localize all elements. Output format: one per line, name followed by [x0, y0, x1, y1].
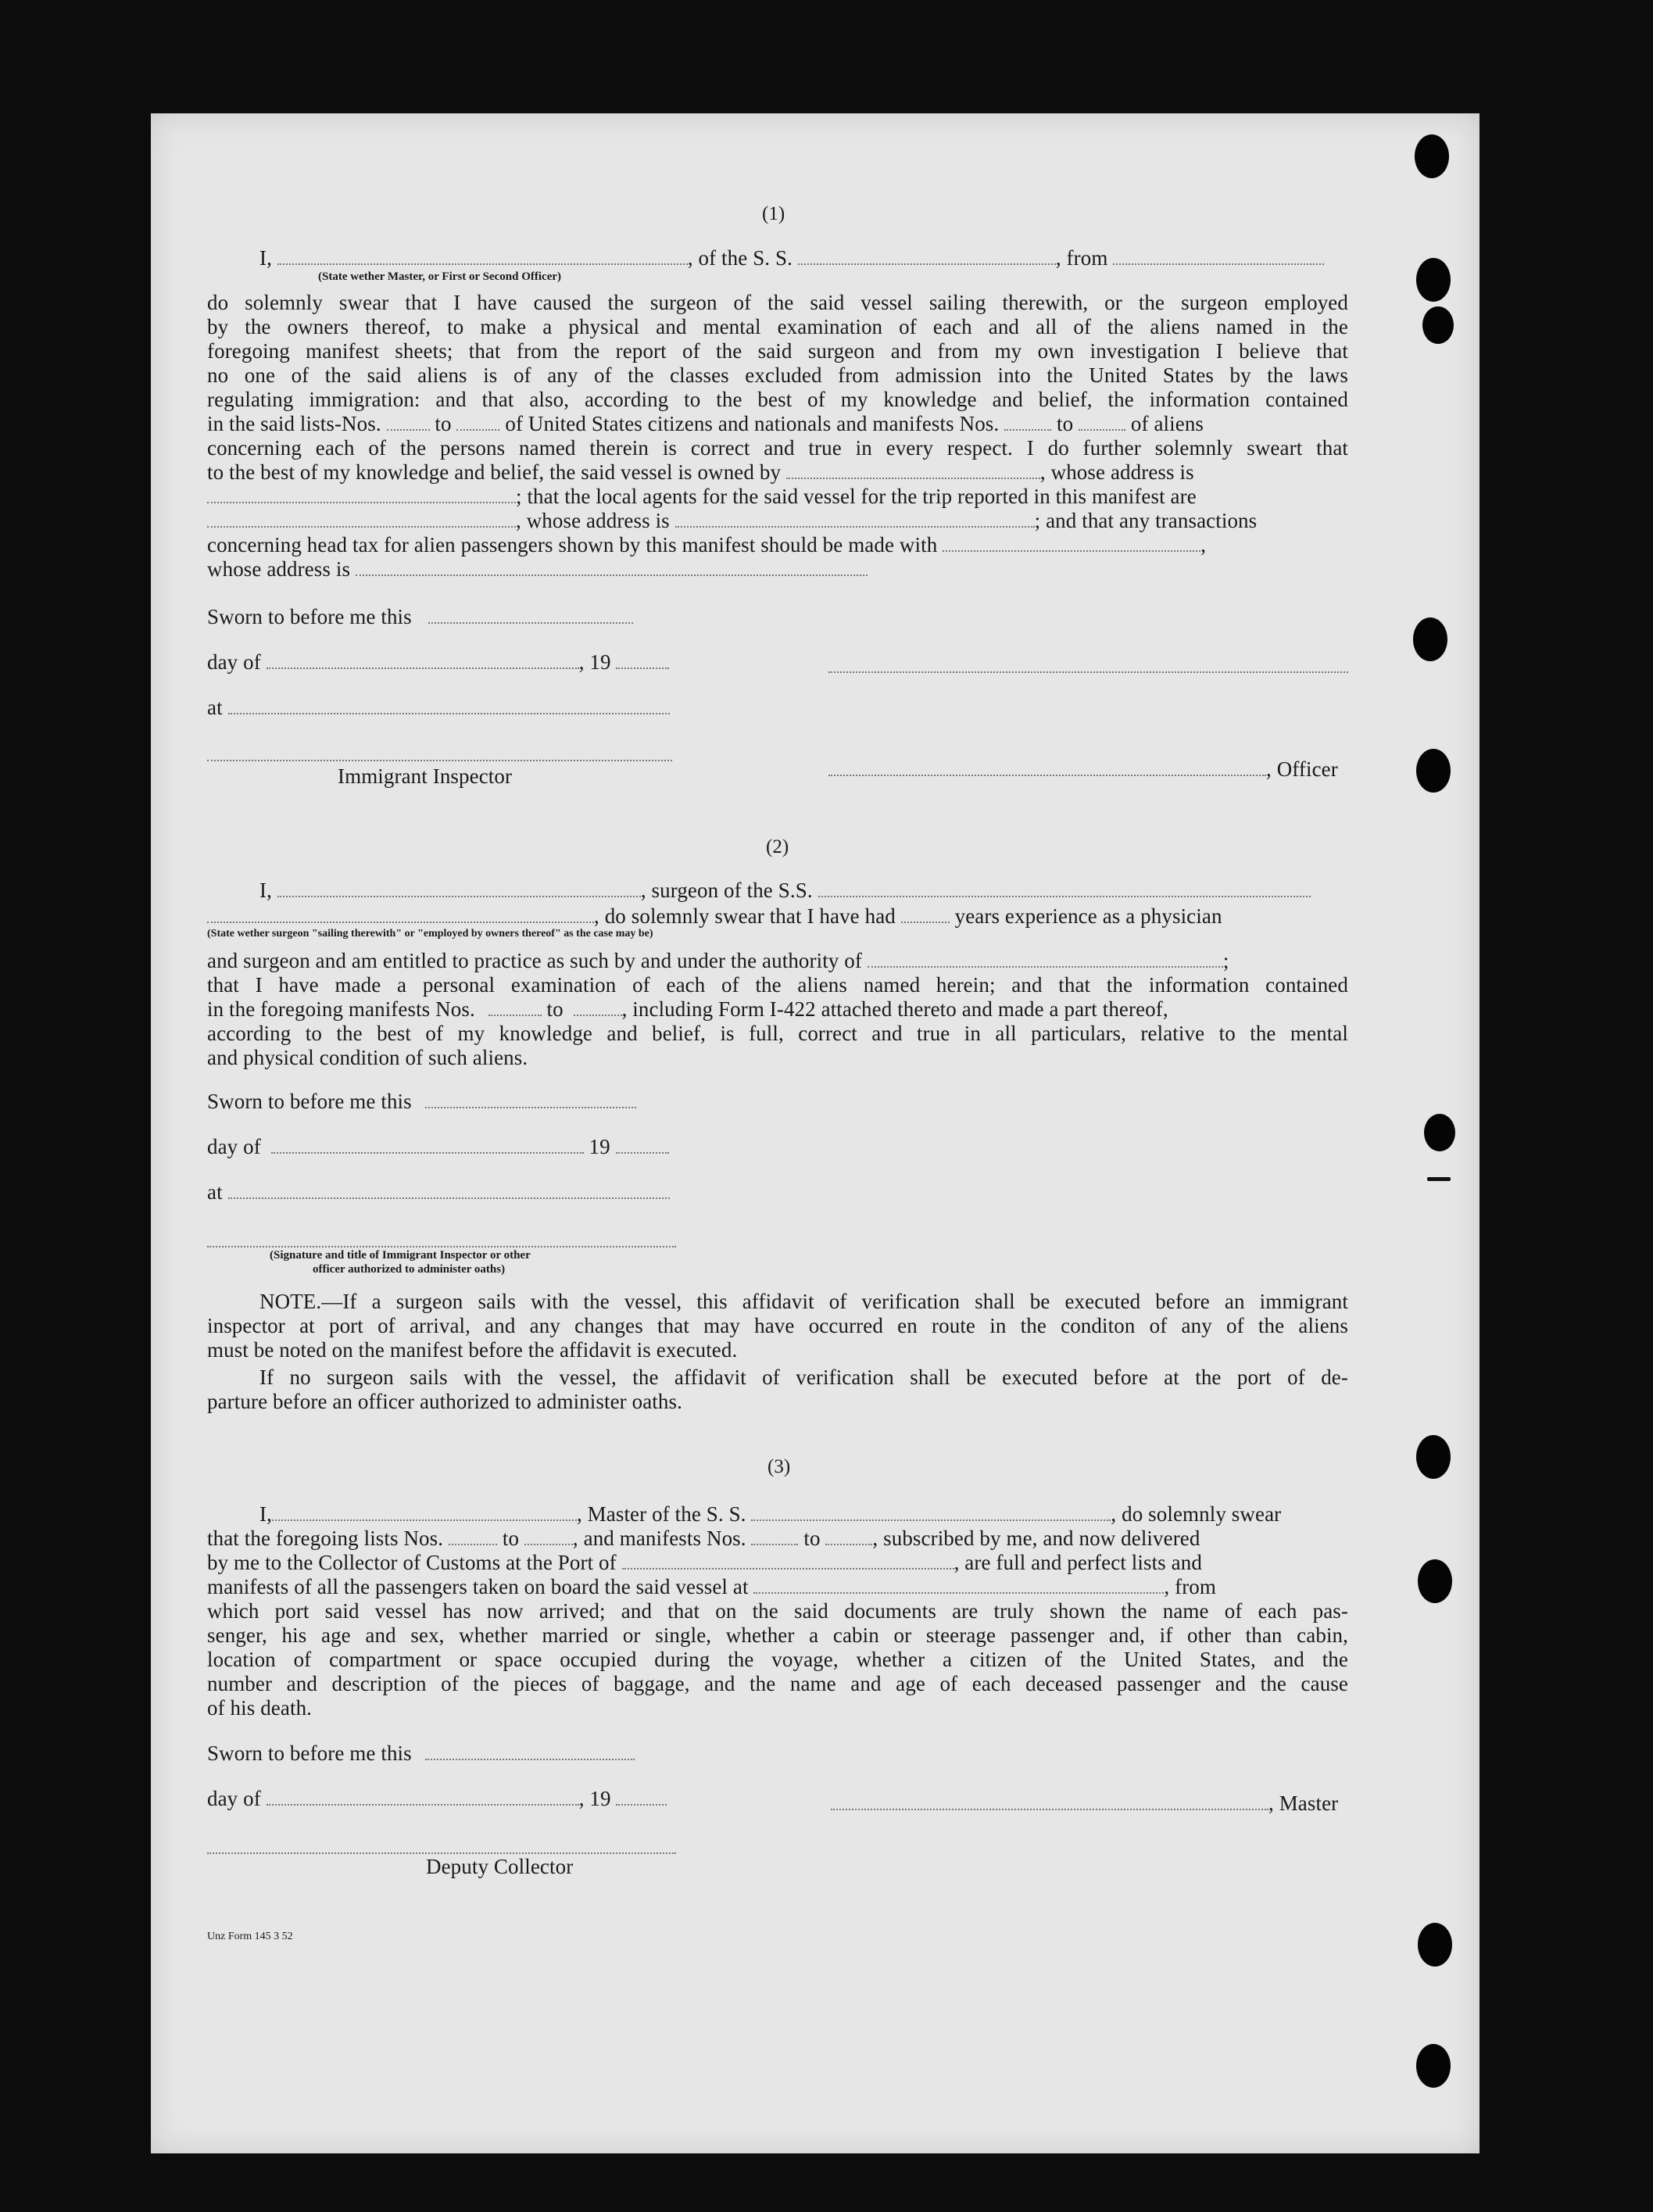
blank-field[interactable] [428, 607, 633, 624]
text: , are full and perfect lists and [954, 1551, 1202, 1574]
paragraph-line: by the owners thereof, to make a physical and mental examination of each and all of the aliens named in the [207, 315, 1348, 338]
text: concerning head tax for alien passengers shown by this manifest should be made with [207, 533, 938, 557]
section-number: (2) [766, 836, 789, 857]
line [207, 1180, 670, 1204]
paragraph-line: which port said vessel has now arrived; and that on the said documents are truly shown the name of each pas- [207, 1599, 1348, 1623]
blank-field[interactable] [207, 906, 594, 923]
blank-field[interactable] [751, 1528, 798, 1545]
signature-note: (Signature and title of Immigrant Inspector or other [270, 1249, 531, 1262]
blank-field[interactable] [616, 1136, 669, 1154]
signature-note: officer authorized to administer oaths) [313, 1263, 506, 1276]
line [207, 997, 1168, 1022]
paragraph-line: that I have made a personal examination of each of the aliens named herein; and that the information contained [207, 973, 1348, 997]
text: I, [259, 246, 272, 270]
blank-field[interactable] [751, 1504, 1111, 1521]
blank-field[interactable] [943, 535, 1200, 552]
text: to [502, 1527, 520, 1550]
text: , from [1164, 1575, 1217, 1598]
binder-hole [1413, 617, 1447, 661]
blank-field[interactable] [1004, 413, 1051, 431]
text: I, [259, 879, 272, 902]
text: , 19 [578, 650, 611, 674]
text: , and manifests Nos. [572, 1527, 746, 1550]
blank-field[interactable] [228, 1182, 670, 1199]
text: years experience as a physician [954, 904, 1222, 928]
blank-field[interactable] [488, 999, 542, 1016]
blank-field[interactable] [228, 697, 670, 714]
paragraph-line: location of compartment or space occupied during the voyage, whether a citizen of the United States, and the [207, 1648, 1348, 1671]
blank-field[interactable] [271, 1136, 584, 1154]
blank-field[interactable] [574, 999, 622, 1016]
binder-hole [1416, 2044, 1451, 2088]
line [207, 533, 1206, 557]
text: I, [259, 1502, 272, 1526]
blank-field[interactable] [818, 880, 1311, 897]
blank-field[interactable] [207, 510, 516, 528]
binder-hole [1416, 258, 1451, 302]
paragraph-line: senger, his age and sex, whether married or single, whether a cabin or steerage passenger and, if other than cabin, [207, 1623, 1348, 1647]
line [207, 605, 633, 629]
text: , subscribed by me, and now delivered [872, 1527, 1200, 1550]
blank-field[interactable] [267, 652, 579, 669]
line [207, 412, 1204, 436]
line [207, 1551, 1202, 1575]
binder-hole [1418, 1923, 1452, 1967]
paragraph-line: foregoing manifest sheets; that from the report of the said surgeon and from my own investigation I believe that [207, 339, 1348, 363]
text: ; [1222, 949, 1229, 972]
text: day of [207, 1787, 261, 1810]
blank-field[interactable] [277, 248, 688, 265]
blank-field[interactable] [267, 1788, 579, 1806]
text: to [803, 1527, 821, 1550]
text: day of [207, 650, 261, 674]
blank-field[interactable] [456, 413, 499, 431]
text: , of the S. S. [687, 246, 793, 270]
blank-field[interactable] [449, 1528, 497, 1545]
binder-hole [1424, 1114, 1455, 1151]
paragraph-line: according to the best of my knowledge and belief, is full, correct and true in all particulars, relative to the mental [207, 1022, 1348, 1045]
text: , whose address is [516, 509, 670, 532]
text: , do solemnly swear that I have had [594, 904, 896, 928]
text: , [1200, 533, 1207, 557]
text: of United States citizens and nationals and manifests Nos. [505, 412, 1000, 435]
line [831, 1791, 1338, 1816]
paragraph-line: no one of the said aliens is of any of the classes excluded from admission into the United States by the laws [207, 363, 1348, 387]
text: , from [1055, 246, 1108, 270]
text: in the said lists-Nos. [207, 412, 381, 435]
signature-line[interactable] [207, 1851, 676, 1854]
paragraph-line: number and description of the pieces of baggage, and the name and age of each deceased passenger and the cause [207, 1672, 1348, 1695]
text: to [435, 412, 452, 435]
blank-field[interactable] [786, 462, 1040, 479]
text: in the foregoing manifests Nos. [207, 997, 475, 1021]
inspector-label: Immigrant Inspector [338, 764, 513, 788]
blank-field[interactable] [901, 906, 950, 923]
blank-field[interactable] [277, 880, 641, 897]
blank-field[interactable] [356, 559, 868, 576]
text: and surgeon and am entitled to practice as such by and under the authority of [207, 949, 862, 972]
line [207, 1135, 669, 1159]
blank-field[interactable] [616, 652, 669, 669]
text: ; that the local agents for the said vessel for the trip reported in this manifest are [516, 485, 1197, 508]
signature-line[interactable] [207, 758, 672, 761]
blank-field[interactable] [825, 1528, 872, 1545]
text: , Officer [1266, 757, 1338, 781]
text: to [546, 997, 564, 1021]
text: by me to the Collector of Customs at the Port of [207, 1551, 617, 1574]
blank-field[interactable] [622, 1552, 954, 1570]
text: day of [207, 1135, 261, 1158]
line [207, 1787, 667, 1811]
line [207, 1527, 1200, 1551]
blank-field[interactable] [868, 950, 1223, 968]
text: , including Form I-422 attached thereto and made a part thereof, [621, 997, 1168, 1021]
blank-field[interactable] [425, 1091, 636, 1108]
paragraph-line: concerning each of the persons named therein is correct and true in every respect. I do further solemnly sweart that [207, 436, 1348, 460]
blank-field[interactable] [798, 248, 1056, 265]
line [259, 1502, 1281, 1527]
line [259, 879, 1311, 903]
line [207, 1090, 636, 1114]
blank-field[interactable] [753, 1577, 1164, 1594]
blank-field[interactable] [1113, 248, 1324, 265]
text: Sworn to before me this [207, 1741, 412, 1765]
signature-line[interactable] [828, 759, 1266, 776]
binder-hole [1418, 1559, 1452, 1603]
line [207, 460, 1194, 485]
signature-line[interactable] [207, 1244, 676, 1247]
line [207, 904, 1222, 929]
blank-field[interactable] [272, 1504, 577, 1521]
section-number: (3) [767, 1456, 791, 1477]
form-id: Unz Form 145 3 52 [207, 1931, 293, 1942]
paragraph-line: of his death. [207, 1696, 313, 1720]
line [828, 757, 1338, 782]
blank-field[interactable] [1079, 413, 1125, 431]
line [207, 509, 1257, 533]
line [207, 485, 1197, 509]
signature-line[interactable] [831, 1793, 1268, 1810]
text: , whose address is [1039, 460, 1194, 484]
text: at [207, 696, 223, 719]
line [207, 949, 1229, 973]
text: Sworn to before me this [207, 605, 412, 628]
text: , Master of the S. S. [576, 1502, 746, 1526]
blank-field[interactable] [425, 1743, 635, 1760]
line [207, 1575, 1216, 1599]
blank-field[interactable] [207, 486, 516, 503]
paragraph-line: and physical condition of such aliens. [207, 1046, 528, 1069]
note-line: must be noted on the manifest before the affidavit is executed. [207, 1338, 738, 1362]
blank-field[interactable] [675, 510, 1035, 528]
line [207, 650, 669, 675]
binder-hole [1416, 1435, 1451, 1479]
text: 19 [589, 1135, 610, 1158]
text: to the best of my knowledge and belief, the said vessel is owned by [207, 460, 782, 484]
signature-line[interactable] [828, 670, 1348, 673]
field-note: (State wether Master, or First or Second Officer) [318, 270, 562, 283]
text: ; and that any transactions [1034, 509, 1258, 532]
text: that the foregoing lists Nos. [207, 1527, 444, 1550]
text: whose address is [207, 557, 351, 581]
note-line: inspector at port of arrival, and any changes that may have occurred en route in the conditon of any of the aliens [207, 1314, 1348, 1337]
blank-field[interactable] [387, 413, 430, 431]
text: manifests of all the passengers taken on board the said vessel at [207, 1575, 749, 1598]
blank-field[interactable] [524, 1528, 573, 1545]
line [207, 1741, 635, 1766]
text: at [207, 1180, 223, 1204]
note-line: If no surgeon sails with the vessel, the affidavit of verification shall be executed before at the port of de- [259, 1365, 1348, 1389]
note-line: NOTE.—If a surgeon sails with the vessel, this affidavit of verification shall be executed before an immigrant [259, 1290, 1348, 1313]
binder-hole [1416, 749, 1451, 793]
deputy-label: Deputy Collector [426, 1855, 574, 1878]
paragraph-line: regulating immigration: and that also, according to the best of my knowledge and belief, the information contained [207, 388, 1348, 411]
blank-field[interactable] [616, 1788, 667, 1806]
field-note: (State wether surgeon "sailing therewith" or "employed by owners thereof" as the case may be) [207, 928, 653, 940]
line [207, 557, 868, 582]
text: to [1056, 412, 1074, 435]
text: , Master [1268, 1791, 1339, 1815]
binder-hole [1415, 134, 1449, 178]
paper-mark [1427, 1177, 1451, 1181]
binder-hole [1422, 306, 1454, 344]
text: of aliens [1130, 412, 1204, 435]
text: , do solemnly swear [1111, 1502, 1282, 1526]
text: Sworn to before me this [207, 1090, 412, 1113]
line [207, 696, 670, 720]
text: , 19 [578, 1787, 611, 1810]
note-line: parture before an officer authorized to administer oaths. [207, 1390, 682, 1413]
line [259, 246, 1324, 270]
text: , surgeon of the S.S. [640, 879, 813, 902]
paragraph-line: do solemnly swear that I have caused the surgeon of the said vessel sailing therewith, or the surgeon employed [207, 291, 1348, 314]
section-number: (1) [762, 203, 785, 224]
